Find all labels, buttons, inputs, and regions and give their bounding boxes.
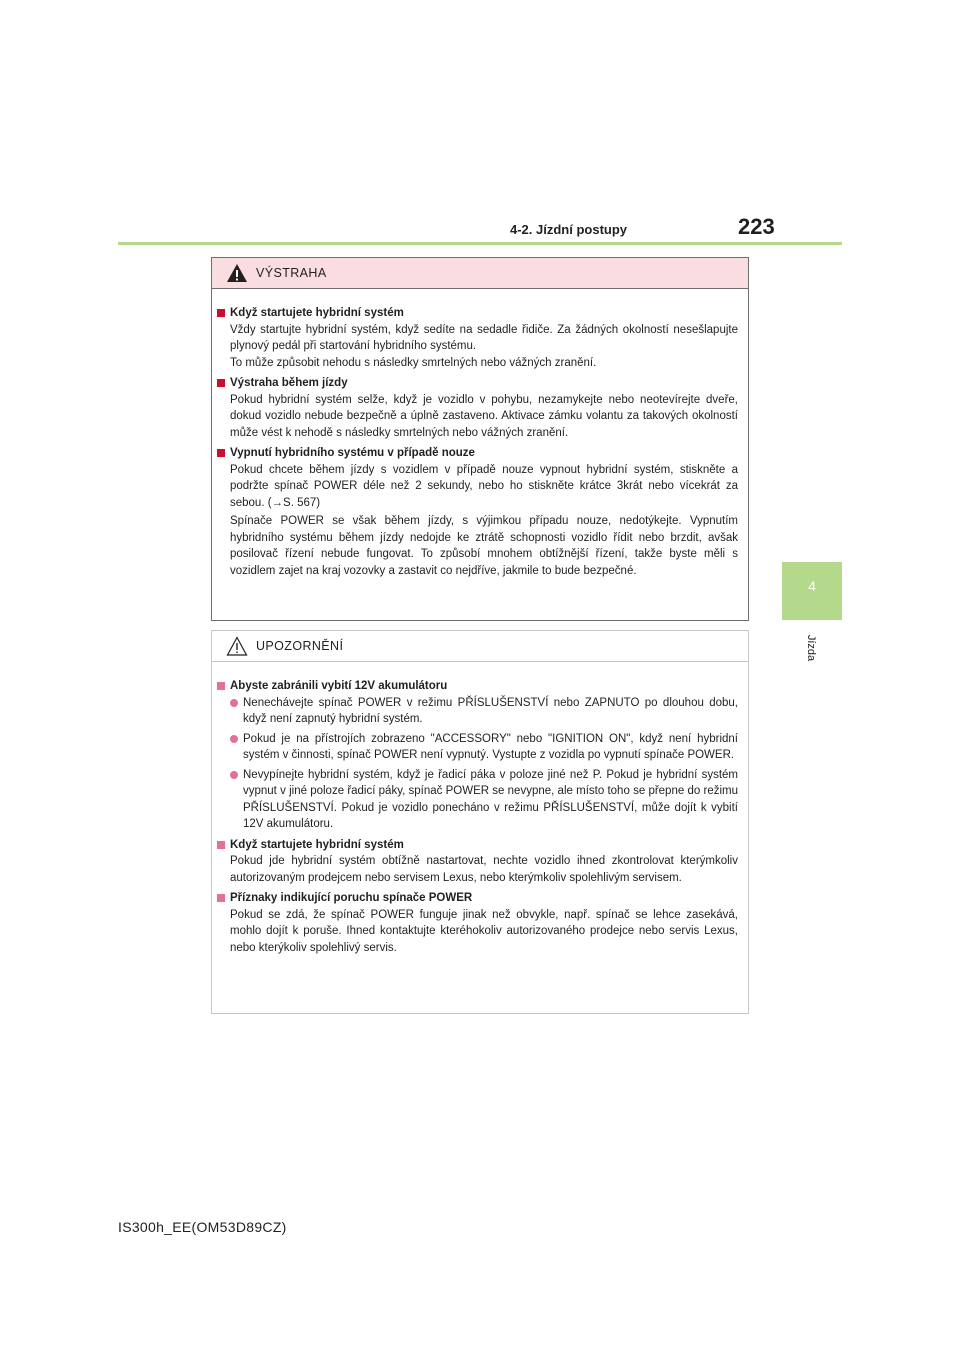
paragraph: Pokud se zdá, že spínač POWER funguje jinak než obvykle, např. spínač se lehce zasekává, mohlo dojít k poruše. Ihned kontaktujte kteréhokoliv autorizovaného prodejce nebo servis Lexus, nebo kterýkoliv spolehlivý servis. bbox=[230, 908, 738, 954]
warning-section-emergency bbox=[217, 445, 738, 579]
list-item bbox=[230, 695, 738, 728]
caution-section-malfunction bbox=[217, 890, 738, 956]
paragraph: Pokud hybridní systém selže, když je vozidlo v pohybu, nezamykejte nebo neotevírejte dveře, dokud vozidlo nebude bezpečně a úplně zastaveno. Aktivace zámku volantu za takových okolností může vést k nehodě s následky smrtelných nebo vážných zranění. bbox=[230, 393, 738, 439]
section-title: Když startujete hybridní systém bbox=[230, 838, 404, 851]
list-item-text: Nevypínejte hybridní systém, když je řadicí páka v poloze jiné než P. Pokud je hybridní systém vypnut v jiné poloze řadicí páky, spínač POWER se nevypne, ale místo toho se přepne do režimu PŘÍSLUŠENSTVÍ. Pokud je vozidlo ponecháno v režimu PŘÍSLUŠENSTVÍ, může dojít k vybití 12V akumulátoru. bbox=[243, 768, 738, 830]
dot-bullet-icon bbox=[230, 735, 238, 743]
chapter-label-text: Jízda bbox=[805, 634, 818, 662]
dot-bullet-icon bbox=[230, 771, 238, 779]
warning-title: VÝSTRAHA bbox=[256, 266, 327, 280]
paragraph: Spínače POWER se však během jízdy, s výjimkou případu nouze, nedotýkejte. Vypnutím hybridního systému během jízdy nedojde ke ztrátě schopnosti vozidlo řídit nebo brzdit, avšak posilovač řízení nebude fungovat. To způsobí mnohem obtížnější řízení, takže byste měli s vozidlem zajet na kraj vozovky a zastavit co nejdříve, jakmile to bude bezpečné. bbox=[230, 515, 738, 577]
warning-triangle-icon bbox=[226, 263, 248, 283]
section-title: Vypnutí hybridního systému v případě nouze bbox=[230, 447, 475, 459]
warning-section-driving bbox=[217, 375, 738, 441]
section-title: Abyste zabránili vybití 12V akumulátoru bbox=[230, 680, 448, 692]
section-title: Když startujete hybridní systém bbox=[230, 307, 404, 319]
list-item bbox=[230, 767, 738, 833]
list-item-text: Pokud je na přístrojích zobrazeno "ACCESSORY" nebo "IGNITION ON", když není hybridní systém v činnosti, spínač POWER není vypnutý. Vystupte z vozidla po vypnutí spínače POWER. bbox=[243, 732, 738, 761]
header-rule bbox=[118, 242, 842, 245]
caution-section-start bbox=[217, 837, 738, 887]
footer-model-code: IS300h_EE(OM53D89CZ) bbox=[118, 1219, 287, 1235]
page-number: 223 bbox=[738, 214, 775, 239]
square-bullet-icon bbox=[217, 841, 225, 849]
paragraph: Pokud jde hybridní systém obtížně nastartovat, nechte vozidlo ihned zkontrolovat kterýmkoliv autorizovaným prodejcem nebo servisem Lexus, nebo kterýmkoliv spolehlivým servisem. bbox=[230, 855, 738, 884]
list-item-text: Nenechávejte spínač POWER v režimu PŘÍSLUŠENSTVÍ nebo ZAPNUTO po dlouhou dobu, když není zapnutý hybridní systém. bbox=[243, 696, 738, 725]
square-bullet-icon bbox=[217, 449, 225, 457]
chapter-tab-label bbox=[798, 628, 838, 668]
caution-header bbox=[212, 631, 748, 662]
warning-section-start bbox=[217, 305, 738, 371]
header-section-title: 4-2. Jízdní postupy bbox=[510, 222, 628, 237]
caution-triangle-icon bbox=[226, 636, 248, 656]
caution-title: UPOZORNĚNÍ bbox=[256, 639, 344, 653]
square-bullet-icon bbox=[217, 682, 225, 690]
square-bullet-icon bbox=[217, 379, 225, 387]
chapter-tab-number: 4 bbox=[808, 578, 816, 594]
section-title: Výstraha během jízdy bbox=[230, 377, 348, 389]
paragraph: Pokud chcete během jízdy s vozidlem v případě nouze vypnout hybridní systém, stiskněte a podržte spínač POWER déle než 2 sekundy, nebo ho stiskněte krátce 3krát nebo vícekrát za sebou. (→S. 567) bbox=[230, 463, 738, 509]
list-item bbox=[230, 731, 738, 764]
dot-bullet-icon bbox=[230, 699, 238, 707]
paragraph: To může způsobit nehodu s následky smrtelných nebo vážných zranění. bbox=[230, 356, 597, 369]
square-bullet-icon bbox=[217, 309, 225, 317]
caution-box bbox=[211, 630, 749, 1014]
warning-box bbox=[211, 257, 749, 621]
paragraph: Vždy startujte hybridní systém, když sedíte na sedadle řidiče. Za žádných okolností nesešlapujte plynový pedál při startování hybridního systému. bbox=[230, 323, 738, 352]
caution-section-battery bbox=[217, 678, 738, 833]
section-title: Příznaky indikující poruchu spínače POWER bbox=[230, 892, 473, 904]
warning-header bbox=[212, 258, 748, 289]
square-bullet-icon bbox=[217, 894, 225, 902]
